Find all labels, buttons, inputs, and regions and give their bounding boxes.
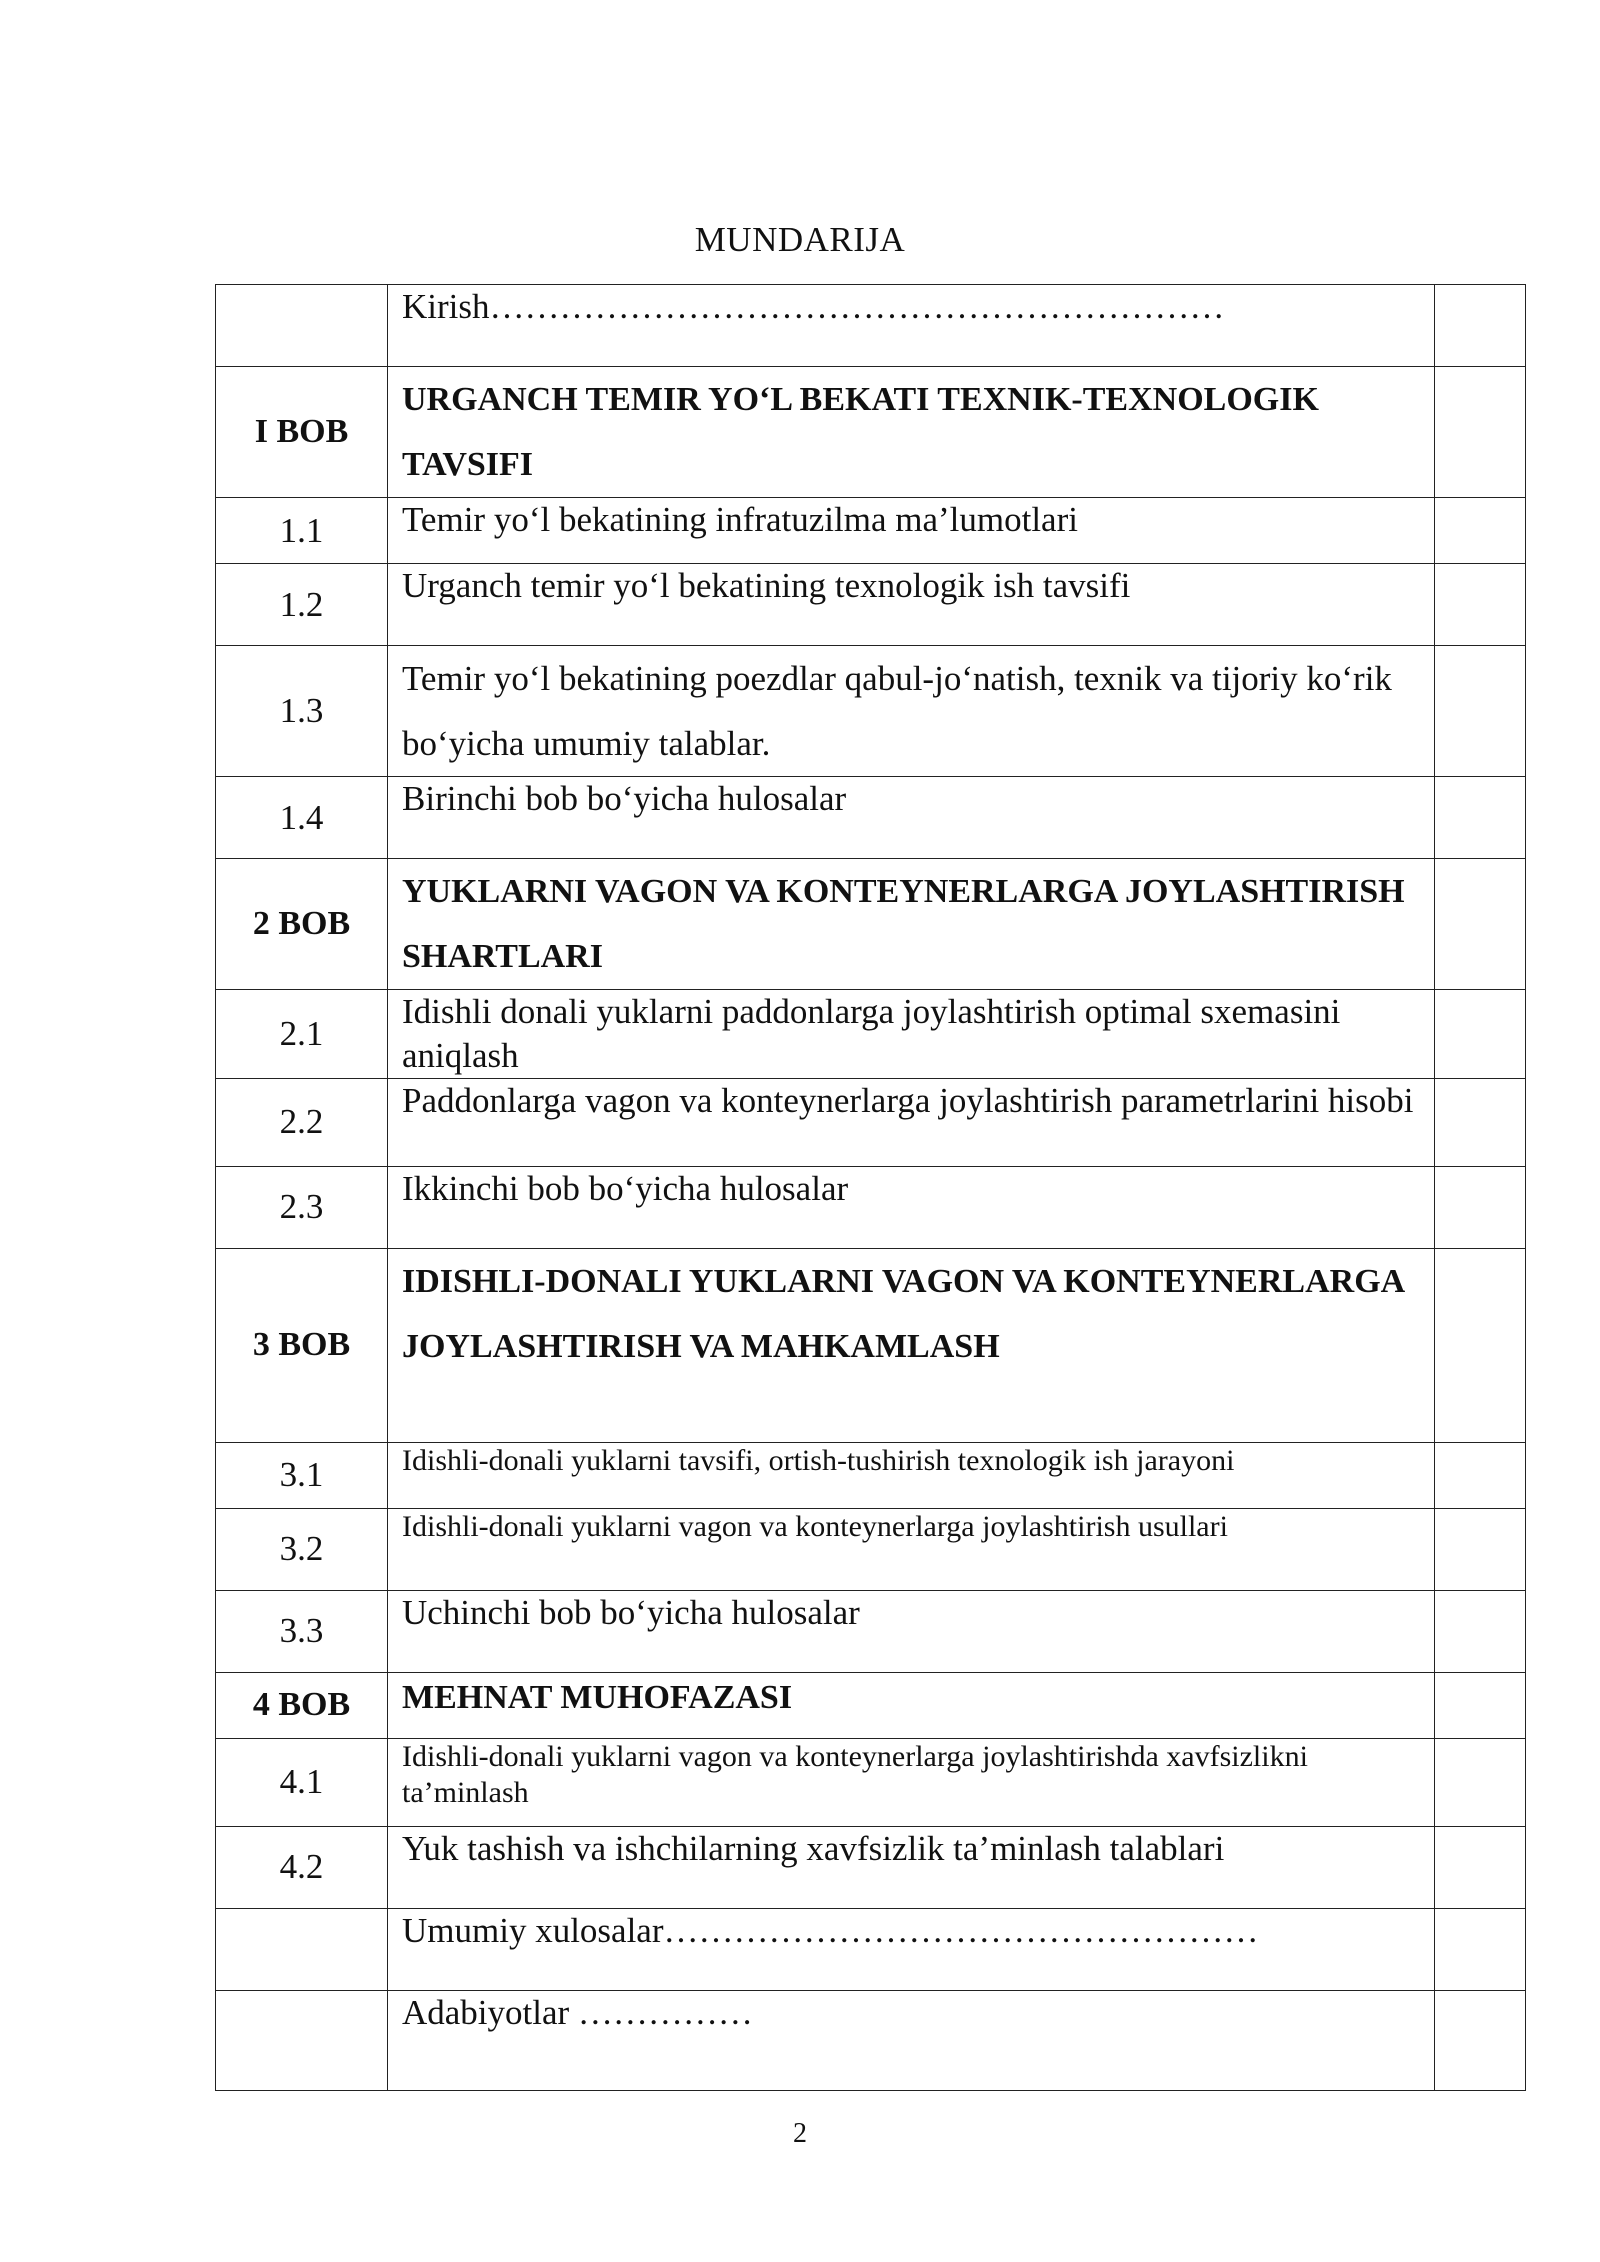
chapter-number: 3 BOB: [216, 1248, 388, 1442]
page-cell: [1435, 1166, 1526, 1248]
page-title: MUNDARIJA: [694, 220, 906, 259]
page-number: 2: [793, 2118, 807, 2149]
table-row: [216, 1738, 1526, 1826]
page-cell: [1435, 1078, 1526, 1166]
section-title: Temir yo‘l bekatining infratuzilma ma’lumotlari: [388, 498, 1435, 564]
table-row: [216, 859, 1526, 990]
table-row: [216, 1248, 1526, 1442]
section-title: Idishli-donali yuklarni vagon va konteynerlarga joylashtirish usullari: [388, 1508, 1435, 1590]
page-cell: [1435, 1590, 1526, 1672]
section-number: [216, 285, 388, 367]
section-title: Adabiyotlar ……………: [388, 1990, 1435, 2090]
page-cell: [1435, 1442, 1526, 1508]
page-cell: [1435, 1248, 1526, 1442]
table-row: [216, 367, 1526, 498]
table-row: [216, 1078, 1526, 1166]
section-number: 1.2: [216, 564, 388, 646]
chapter-title: URGANCH TEMIR YO‘L BEKATI TEXNIK-TEXNOLOGIK TAVSIFI: [388, 367, 1435, 498]
section-title: Idishli-donali yuklarni tavsifi, ortish-tushirish texnologik ish jarayoni: [388, 1442, 1435, 1508]
chapter-number: I BOB: [216, 367, 388, 498]
page-cell: [1435, 859, 1526, 990]
section-number: 2.1: [216, 990, 388, 1079]
section-number: 4.2: [216, 1826, 388, 1908]
table-row: [216, 1990, 1526, 2090]
page-cell: [1435, 1826, 1526, 1908]
table-row: [216, 1826, 1526, 1908]
section-number: 1.4: [216, 777, 388, 859]
section-number: 1.3: [216, 646, 388, 777]
table-row: [216, 1442, 1526, 1508]
page-cell: [1435, 498, 1526, 564]
section-title: Yuk tashish va ishchilarning xavfsizlik ta’minlash talablari: [388, 1826, 1435, 1908]
table-row: [216, 1508, 1526, 1590]
section-title: Umumiy xulosalar……………………………………………: [388, 1908, 1435, 1990]
section-title: Kirish………………………………………………………: [388, 285, 1435, 367]
section-number: 3.2: [216, 1508, 388, 1590]
table-row: [216, 285, 1526, 367]
table-row: [216, 1166, 1526, 1248]
section-number: 3.3: [216, 1590, 388, 1672]
section-number: 2.2: [216, 1078, 388, 1166]
page-cell: [1435, 1672, 1526, 1738]
section-title: Temir yo‘l bekatining poezdlar qabul-jo‘natish, texnik va tijoriy ko‘rik bo‘yicha umumiy talablar.: [388, 646, 1435, 777]
chapter-title: IDISHLI-DONALI YUKLARNI VAGON VA KONTEYNERLARGA JOYLASHTIRISH VA MAHKAMLASH: [388, 1248, 1435, 1442]
section-number: 2.3: [216, 1166, 388, 1248]
table-row: [216, 1672, 1526, 1738]
section-title: Uchinchi bob bo‘yicha hulosalar: [388, 1590, 1435, 1672]
table-row: [216, 564, 1526, 646]
section-number: 4.1: [216, 1738, 388, 1826]
section-title: Ikkinchi bob bo‘yicha hulosalar: [388, 1166, 1435, 1248]
chapter-number: 2 BOB: [216, 859, 388, 990]
table-row: [216, 498, 1526, 564]
section-title: Idishli-donali yuklarni vagon va konteynerlarga joylashtirishda xavfsizlikni ta’minlash: [388, 1738, 1435, 1826]
page-cell: [1435, 564, 1526, 646]
chapter-title: YUKLARNI VAGON VA KONTEYNERLARGA JOYLASHTIRISH SHARTLARI: [388, 859, 1435, 990]
page-cell: [1435, 367, 1526, 498]
table-row: [216, 777, 1526, 859]
page-cell: [1435, 646, 1526, 777]
page-cell: [1435, 1908, 1526, 1990]
section-title: Paddonlarga vagon va konteynerlarga joylashtirish parametrlarini hisobi: [388, 1078, 1435, 1166]
table-row: [216, 990, 1526, 1079]
page-cell: [1435, 777, 1526, 859]
table-row: [216, 1908, 1526, 1990]
section-title: Birinchi bob bo‘yicha hulosalar: [388, 777, 1435, 859]
table-of-contents: [215, 284, 1526, 2091]
section-number: 3.1: [216, 1442, 388, 1508]
page-cell: [1435, 285, 1526, 367]
page-cell: [1435, 1508, 1526, 1590]
section-title: Idishli donali yuklarni paddonlarga joylashtirish optimal sxemasini aniqlash: [388, 990, 1435, 1079]
chapter-number: 4 BOB: [216, 1672, 388, 1738]
section-title: Urganch temir yo‘l bekatining texnologik ish tavsifi: [388, 564, 1435, 646]
page-cell: [1435, 1738, 1526, 1826]
page-cell: [1435, 990, 1526, 1079]
table-row: [216, 646, 1526, 777]
section-number: [216, 1908, 388, 1990]
section-number: [216, 1990, 388, 2090]
page-cell: [1435, 1990, 1526, 2090]
chapter-title: MEHNAT MUHOFAZASI: [388, 1672, 1435, 1738]
section-number: 1.1: [216, 498, 388, 564]
table-row: [216, 1590, 1526, 1672]
